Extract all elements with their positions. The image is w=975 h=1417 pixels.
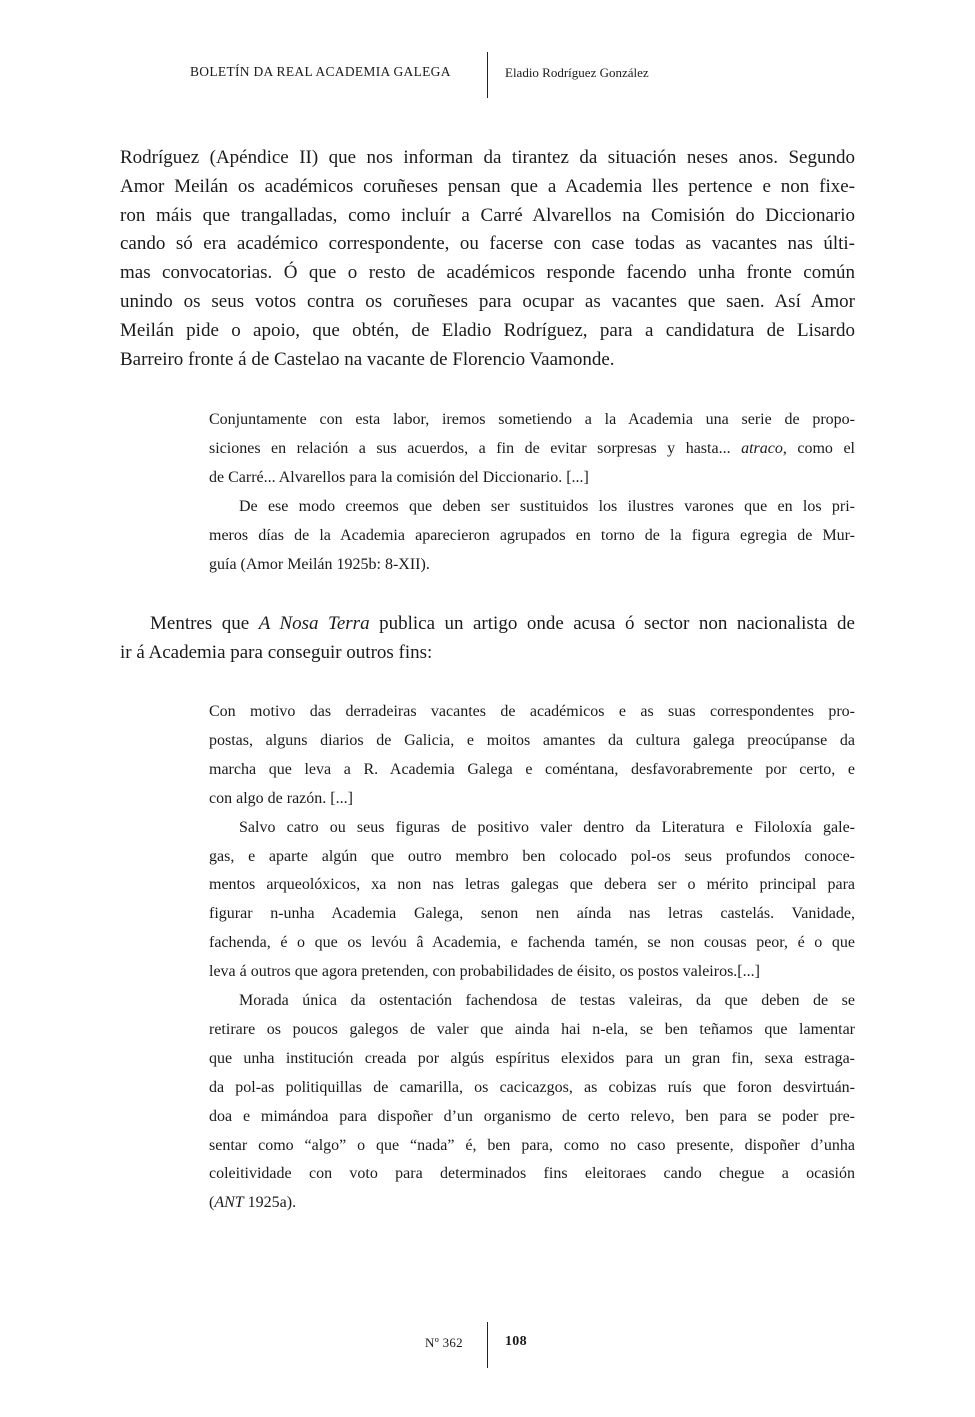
text-run: De ese modo creemos que deben ser sustituidos los ilustres varones que en los pri- xyxy=(239,497,855,515)
text-line xyxy=(209,992,855,1010)
text-run: Meilán pide o apoio, que obtén, de Eladio Rodríguez, para a candidatura de Lisardo xyxy=(120,319,855,341)
text-run: marcha que leva a R. Academia Galega e coméntana, desfavorabremente por certo, e xyxy=(209,760,855,778)
text-line xyxy=(209,848,855,866)
text-line xyxy=(120,176,855,198)
text-run: meros días de la Academia aparecieron agrupados en torno de la figura egregia de Mur- xyxy=(209,526,855,544)
text-line xyxy=(120,233,855,255)
text-line xyxy=(209,963,855,981)
header-divider xyxy=(487,52,488,98)
text-line xyxy=(209,1194,855,1212)
text-run: doa e mimándoa para dispoñer d’un organismo de certo relevo, ben para se poder pre- xyxy=(209,1107,855,1125)
text-line xyxy=(209,1108,855,1126)
text-run: sentar como “algo” o que “nada” é, ben para, como no caso presente, dispoñer d’unha xyxy=(209,1136,855,1154)
page-number: 108 xyxy=(505,1334,527,1349)
text-line xyxy=(209,556,855,574)
italic-text: ANT xyxy=(214,1194,244,1212)
text-run: cando só era académico correspondente, ou facerse con case todas as vacantes nas últi- xyxy=(120,233,855,255)
text-line xyxy=(120,205,855,227)
text-line xyxy=(209,411,855,429)
issue-number: Nº 362 xyxy=(425,1335,463,1350)
text-run: ron máis que trangalladas, como incluír a Carré Alvarellos na Comisión do Diccionario xyxy=(120,204,855,226)
text-line xyxy=(209,934,855,952)
text-run: Mentres que xyxy=(150,613,259,634)
text-run: fachenda, é o que os levóu â Academia, e fachenda tamén, se non cousas peor, é o que xyxy=(209,934,855,952)
text-line xyxy=(120,291,855,313)
text-run: figurar n-unha Academia Galega, senon nen aínda nas letras castelás. Vanidade, xyxy=(209,905,855,923)
text-run: ir á Academia para conseguir outros fins: xyxy=(120,641,433,663)
text-run: coleitividade con voto para determinados fins eleitoraes cando chegue a ocasión xyxy=(209,1165,855,1183)
text-run: 1925a). xyxy=(243,1194,297,1212)
text-run: Con motivo das derradeiras vacantes de académicos e as suas correspondentes pro- xyxy=(209,703,855,720)
text-run: Salvo catro ou seus figuras de positivo valer dentro da Literatura e Filoloxía gale- xyxy=(239,818,855,836)
text-run: Barreiro fronte á de Castelao na vacante de Florencio Vaamonde. xyxy=(120,348,615,370)
text-line xyxy=(209,1021,855,1039)
text-run: mentos arqueolóxicos, xa non nas letras galegas que debera ser o mérito principal para xyxy=(209,876,855,894)
text-run: publica un artigo onde acusa ó sector non nacionalista de xyxy=(369,613,855,634)
text-run: guía (Amor Meilán 1925b: 8-XII). xyxy=(209,555,430,573)
text-line xyxy=(209,703,855,721)
footer-divider xyxy=(487,1322,488,1368)
text-run: que unha institución creada por algús espíritus elexidos para un gran fin, sexa estraga- xyxy=(209,1049,855,1067)
text-run: con algo de razón. [...] xyxy=(209,789,353,807)
text-run: retirare os poucos galegos de valer que ainda hai n-ela, se ben teñamos que lamentar xyxy=(209,1020,855,1038)
text-run: siciones en relación a sus acuerdos, a fin de evitar sorpresas y hasta... xyxy=(209,439,742,457)
text-run: postas, alguns diarios de Galicia, e moitos amantes da cultura galega preocúpanse da xyxy=(209,731,855,749)
text-run: de Carré... Alvarellos para la comisión del Diccionario. [...] xyxy=(209,468,589,486)
text-run: Rodríguez (Apéndice II) que nos informan da tirantez da situación neses anos. Segundo xyxy=(120,147,855,168)
text-line xyxy=(209,1137,855,1155)
text-run: leva á outros que agora pretenden, con probabilidades de éisito, os postos valeiros.[...] xyxy=(209,963,760,981)
running-header-author: Eladio Rodríguez González xyxy=(505,65,649,80)
text-line xyxy=(209,527,855,545)
text-line xyxy=(120,349,855,371)
text-run: mas convocatorias. Ó que o resto de académicos responde facendo unha fronte común xyxy=(120,262,855,284)
text-run: ( xyxy=(209,1194,215,1212)
text-line xyxy=(209,732,855,750)
italic-text: A Nosa Terra xyxy=(258,613,370,634)
text-run: Amor Meilán os académicos coruñeses pensan que a Academia lles pertence e non fixe- xyxy=(120,175,855,197)
text-line xyxy=(209,1079,855,1097)
text-run: , como el xyxy=(782,439,855,457)
text-run: Conjuntamente con esta labor, iremos sometiendo a la Academia una serie de propo- xyxy=(209,411,855,428)
text-line xyxy=(209,498,855,516)
italic-text: atraco xyxy=(741,439,783,457)
text-line xyxy=(209,905,855,923)
text-line xyxy=(120,262,855,284)
text-line xyxy=(209,761,855,779)
running-header-journal: BOLETÍN DA REAL ACADEMIA GALEGA xyxy=(190,64,451,79)
text-line xyxy=(209,1050,855,1068)
text-run: Morada única da ostentación fachendosa de testas valeiras, da que deben de se xyxy=(239,992,855,1009)
text-line xyxy=(209,819,855,837)
text-line xyxy=(120,320,855,342)
text-line xyxy=(209,790,855,808)
text-run: gas, e aparte algún que outro membro ben colocado pol-os seus profundos conoce- xyxy=(209,847,855,865)
text-line xyxy=(120,642,855,664)
text-line xyxy=(120,613,855,635)
text-line xyxy=(209,469,855,487)
text-line xyxy=(120,147,855,169)
text-run: da pol-as politiquillas de camarilla, os cacicazgos, as cobizas ruís que foron desvirtuán- xyxy=(209,1078,855,1096)
text-run: unindo os seus votos contra os coruñeses para ocupar as vacantes que saen. Así Amor xyxy=(120,291,855,312)
text-line xyxy=(209,876,855,894)
text-line xyxy=(209,440,855,458)
text-line xyxy=(209,1165,855,1183)
